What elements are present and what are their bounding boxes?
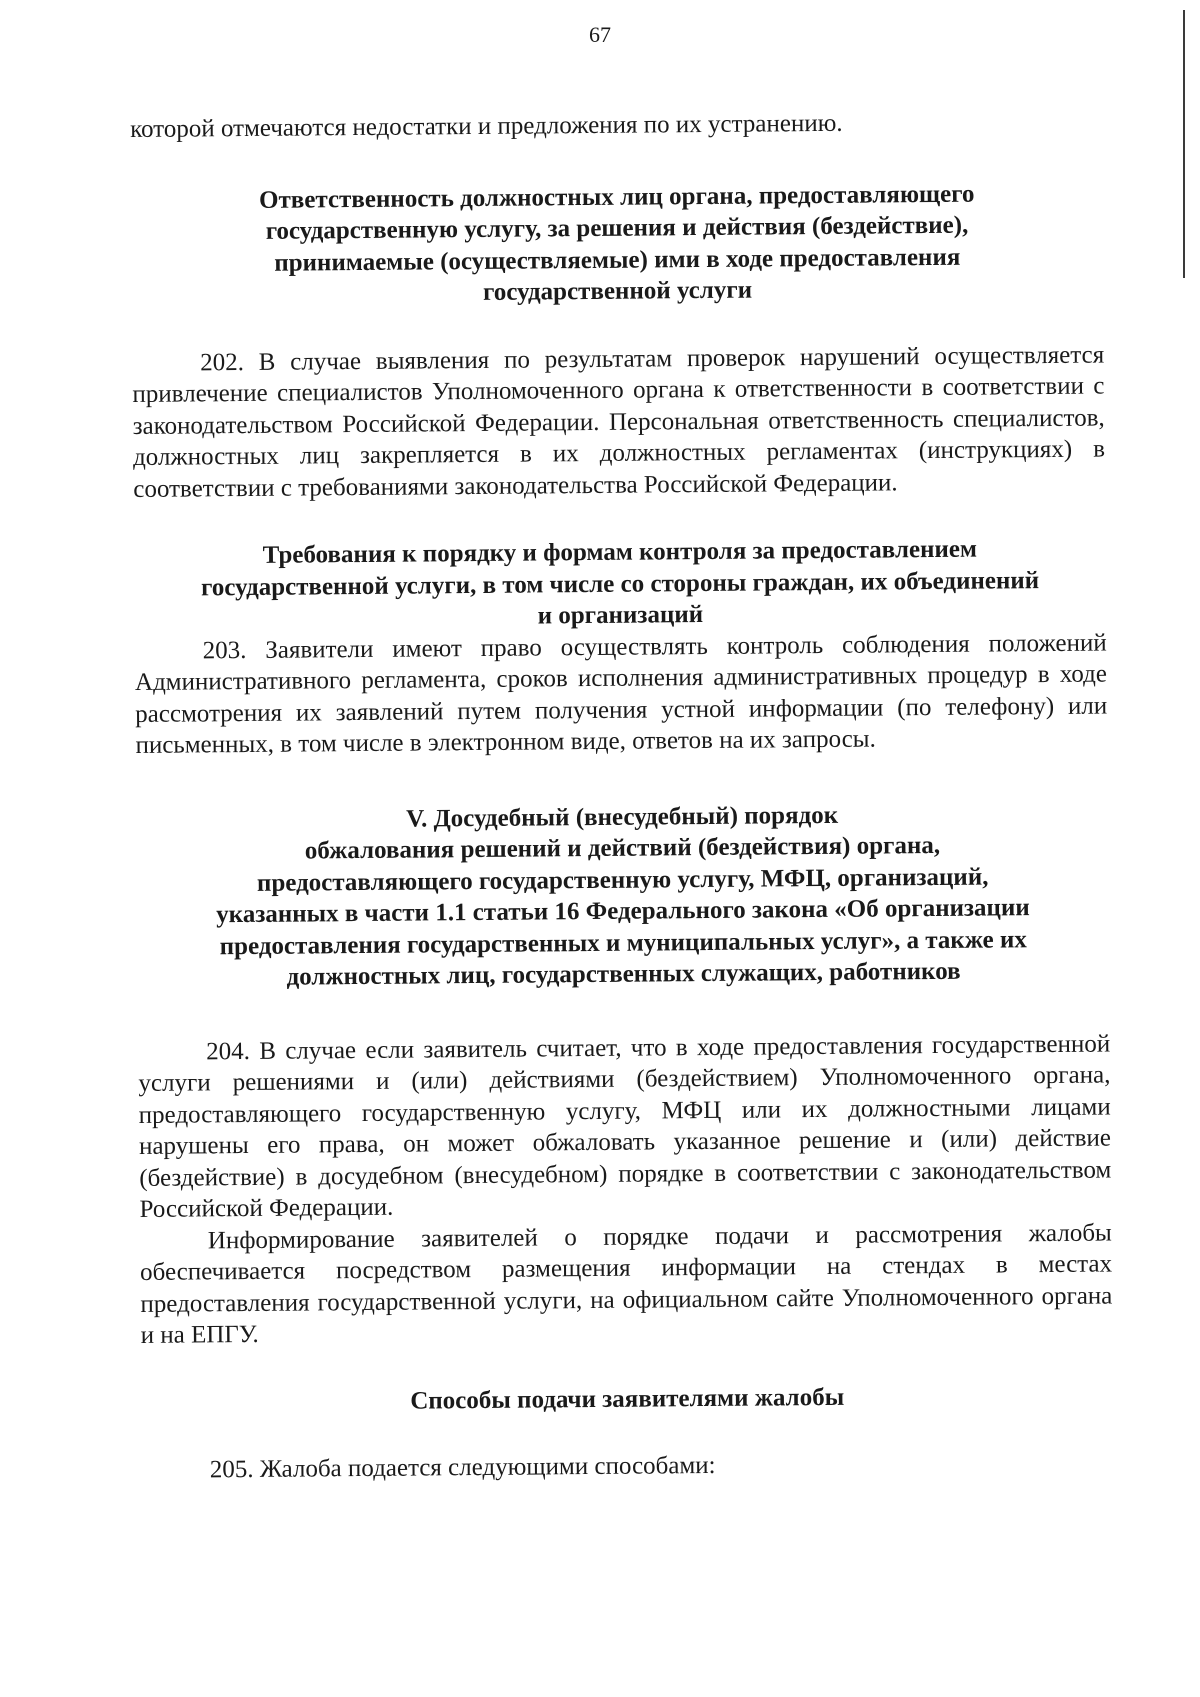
paragraph-204: 204. В случае если заявитель считает, что в ходе предоставления государственной услуги решениями и (или) действиями (бездействием) Уполномоченного органа, предоставляющего государственную услугу, МФЦ или их должностными лицами нарушены его права, он может обжаловать указанное решение и (или) действие (бездействие) в досудебном (внесудебном) порядке в соответствии с законодательством Российской Федерации.	[138, 1029, 1112, 1223]
heading-line: указанных в части 1.1 статьи 16 Федерального закона «Об организации	[216, 894, 1030, 929]
heading-line: принимаемые (осуществляемые) ими в ходе предоставления	[274, 243, 961, 277]
heading-line: предоставления государственных и муниципальных услуг», а также их	[219, 925, 1027, 960]
continuation-text: которой отмечаются недостатки и предложения по их устранению.	[130, 109, 843, 143]
paragraph-202: 202. В случае выявления по результатам проверок нарушений осуществляется привлечение специалистов Уполномоченного органа к ответственности в соответствии с законодательством Российской Федерации. Персональная ответственность специалистов, должностных лиц закрепляется в их должностных регламентах (инструкциях) в соответствии с требованиями законодательства Российской Федерации.	[132, 341, 1106, 503]
heading-line: и организаций	[537, 601, 704, 630]
heading-responsibility	[131, 177, 1104, 311]
heading-line: государственной услуги, в том числе со стороны граждан, их объединений	[200, 566, 1040, 601]
heading-line: государственной услуги	[482, 276, 753, 306]
heading-control-requirements	[134, 533, 1107, 636]
heading-line: V. Досудебный (внесудебный) порядок	[406, 801, 839, 833]
heading-line: государственную услугу, за решения и действия (бездействие),	[265, 211, 969, 245]
heading-line: предоставляющего государственную услугу, МФЦ, организаций,	[256, 863, 989, 897]
heading-line: должностных лиц, государственных служащих, работников	[286, 957, 961, 991]
scan-edge-line	[1183, 10, 1185, 278]
paragraph-205: 205. Жалоба подается следующими способами:	[209, 1451, 716, 1484]
document-body	[130, 106, 1114, 1487]
paragraph-203: 203. Заявители имеют право осуществлять контроль соблюдения положений Административного регламента, сроков исполнения административных процедур в ходе рассмотрения их заявлений путем получения устной информации (по телефону) или письменных, в том числе в электронном виде, ответов на их запросы.	[134, 628, 1108, 759]
heading-line: Ответственность должностных лиц органа, предоставляющего	[258, 180, 975, 214]
page-number: 67	[589, 22, 611, 47]
heading-line: Требования к порядку и формам контроля за предоставлением	[262, 535, 978, 569]
heading-complaint-methods: Способы подачи заявителями жалобы	[410, 1383, 845, 1415]
heading-section-v	[136, 797, 1110, 994]
paragraph-informing: Информирование заявителей о порядке подачи и рассмотрения жалобы обеспечивается посредством размещения информации на стендах в местах предоставления государственной услуги, на официальном сайте Уполномоченного органа и на ЕПГУ.	[139, 1218, 1113, 1349]
heading-line: обжалования решений и действий (бездействия) органа,	[304, 831, 941, 865]
